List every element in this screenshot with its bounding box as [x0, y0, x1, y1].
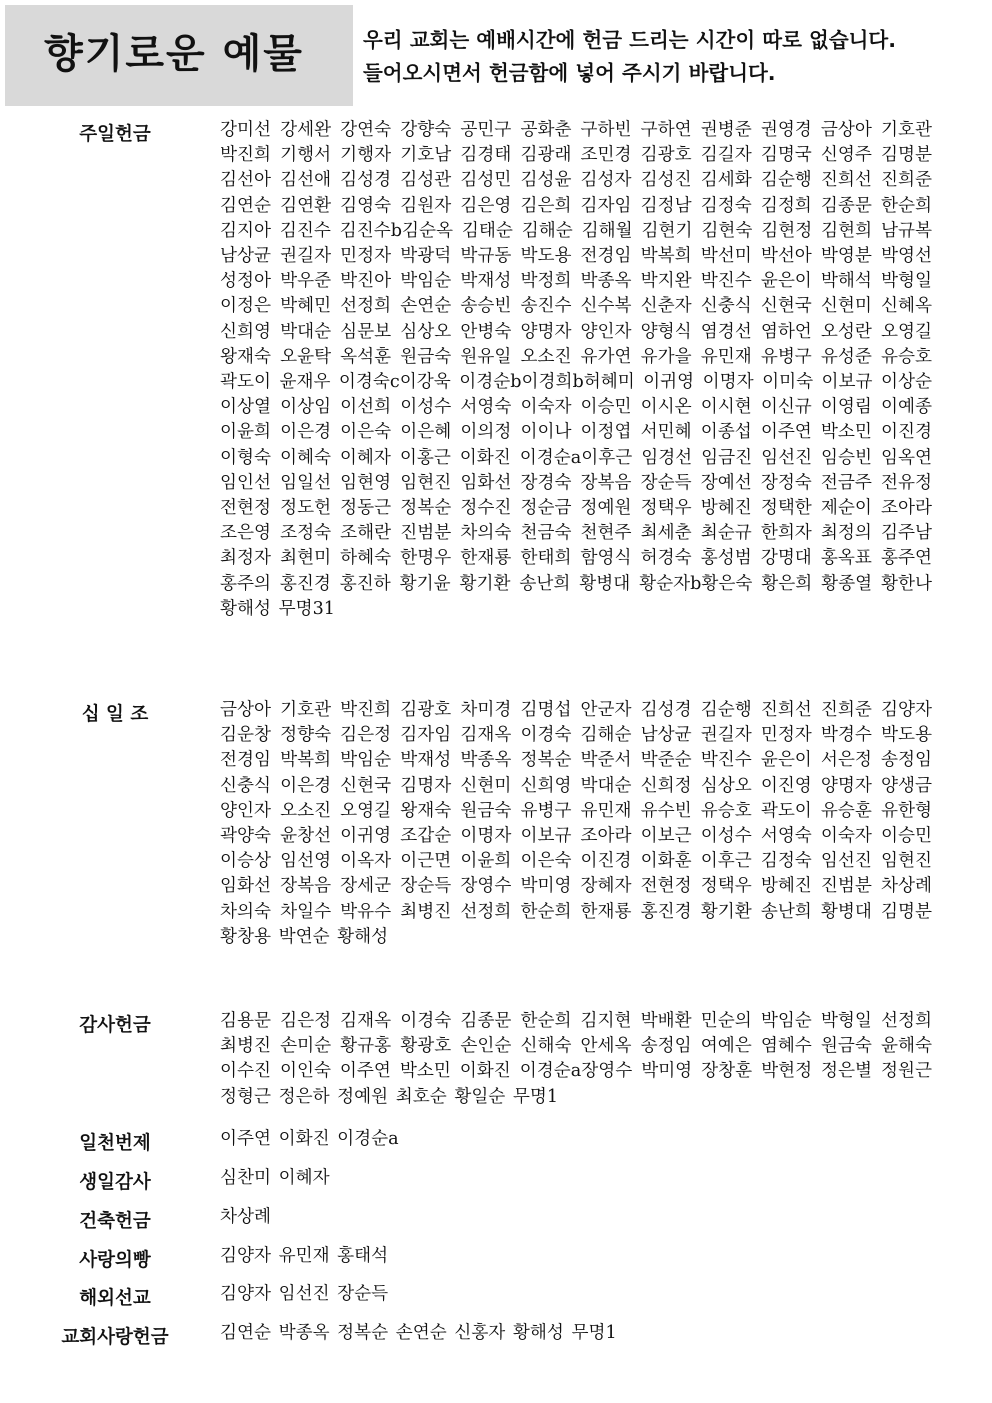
- page-title: 향기로운 예물: [44, 31, 304, 77]
- notice-line-1: 우리 교회는 예배시간에 헌금 드리는 시간이 따로 없습니다.: [363, 28, 897, 52]
- section-sunday-offering: [0, 118, 992, 698]
- section-church-love-offering: [0, 1321, 992, 1360]
- section-label: 생일감사: [79, 1172, 151, 1193]
- section-label: 해외선교: [79, 1288, 151, 1309]
- notice: [363, 24, 983, 90]
- section-label: 건축헌금: [79, 1211, 151, 1232]
- section-names: 김용문 김은정 김재옥 이경숙 김종문 한순희 김지현 박배환 민순의 박임순 박형일 선정희 최병진 손미순 황규홍 황광호 손인순 신해숙 안세옥 송정임 여예은 염혜수 원금숙 윤해숙 이수진 이인숙 이주연 박소민 이화진 이경순a장영수 박미영 장창훈 박현정 정은별 정원근 정형근 정은하 정예원 최호순 황일순 무명1: [220, 1011, 932, 1107]
- section-building-offering: [0, 1205, 992, 1244]
- notice-line-2: 들어오시면서 헌금함에 넣어 주시기 바랍니다.: [363, 61, 776, 85]
- section-label: 사랑의빵: [79, 1250, 151, 1271]
- section-overseas-mission: [0, 1282, 992, 1321]
- section-label: 감사헌금: [79, 1015, 151, 1036]
- section-bread-of-love: [0, 1244, 992, 1282]
- section-names: 김양자 임선진 장순득: [220, 1284, 389, 1304]
- section-label: 주일헌금: [79, 124, 151, 145]
- section-names: 심찬미 이혜자: [220, 1168, 330, 1188]
- section-label: 교회사랑헌금: [61, 1327, 169, 1348]
- section-thanks-offering: [0, 1009, 992, 1127]
- section-birthday-thanks: [0, 1166, 992, 1205]
- section-names: 금상아 기호관 박진희 김광호 차미경 김명섭 안군자 김성경 김순행 진희선 진희준 김양자 김운창 정향숙 김은정 김자임 김재옥 이경숙 김해순 남상균 권길자 민정자 박경수 박도용 전경임 박복희 박임순 박재성 박종옥 정복순 박준서 박준순 박진수 윤은이 서은정 송정임 신충식 이은경 신현국 김명자 신현미 신희영 박대순 신희정 심상오 이진영 양명자 양생금 양인자 오소진 오영길 왕재숙 원금숙 유병구 유민재 유수빈 유승호 곽도이 유승훈 유한형 곽양숙 윤창선 이귀영 조갑순 이명자 이보규 조아라 이보근 이성수 서영숙 이숙자 이승민 이승상 임선영 이옥자 이근면 이윤희 이은숙 이진경 이화훈 이후근 김정숙 임선진 임현진 임화선 장복음 장세군 장순득 장영수 박미영 장혜자 전현정 정택우 방혜진 진범분 차상례 차의숙 차일수 박유수 최병진 선정희 한순희 한재룡 홍진경 황기환 송난희 황병대 김명분 황창용 박연순 황해성: [220, 700, 932, 947]
- section-names: 강미선 강세완 강연숙 강향숙 공민구 공화춘 구하빈 구하연 권병준 권영경 금상아 기호관 박진희 기행서 기행자 기호남 김경태 김광래 조민경 김광호 김길자 김명국 신영주 김명분 김선아 김선애 김성경 김성관 김성민 김성윤 김성자 김성진 김세화 김순행 진희선 진희준 김연순 김연환 김영숙 김원자 김은영 김은희 김자임 김정남 김정숙 김정희 김종문 한순희 김지아 김진수 김진수b김순옥 김태순 김해순 김해월 김현기 김현숙 김현정 김현희 남규복 남상균 권길자 민정자 박광덕 박규동 박도용 전경임 박복희 박선미 박선아 박영분 박영선 성정아 박우준 박진아 박임순 박재성 박정희 박종옥 박지완 박진수 윤은이 박해석 박형일 이정은 박혜민 선정희 손연순 송승빈 송진수 신수복 신춘자 신충식 신현국 신현미 신혜옥 신희영 박대순 심문보 심상오 안병숙 양명자 양인자 양형식 염경선 염하언 오성란 오영길 왕재숙 오윤탁 옥석훈 원금숙 원유일 오소진 유가연 유가을 유민재 유병구 유성준 유승호 곽도이 윤재우 이경숙c이강욱 이경순b이경희b허혜미 이귀영 이명자 이미숙 이보규 이상순 이상열 이상임 이선희 이성수 서영숙 이숙자 이승민 이시온 이시현 이신규 이영림 이예종 이윤희 이은경 이은숙 이은혜 이의정 이이나 이정엽 서민혜 이종섭 이주연 박소민 이진경 이형숙 이혜숙 이혜자 이홍근 이화진 이경순a이후근 임경선 임금진 임선진 임승빈 임옥연 임인선 임일선 임현영 임현진 임화선 장경숙 장복음 장순득 장예선 장정숙 전금주 전유정 전현정 정도헌 정동근 정복순 정수진 정순금 정예원 정택우 방혜진 정택한 제순이 조아라 조은영 조정숙 조해란 진범분 차의숙 천금숙 천현주 최세춘 최순규 한희자 최정의 김주남 최정자 최현미 하혜숙 한명우 한재룡 한태희 함영식 허경숙 홍성범 강명대 홍옥표 홍주연 홍주의 홍진경 홍진하 황기윤 황기환 송난희 황병대 황순자b황은숙 황은희 황종열 황한나 황해성 무명31: [220, 120, 932, 619]
- section-names: 차상례: [220, 1207, 271, 1227]
- offering-sections: [0, 118, 992, 1360]
- section-label: 일천번제: [79, 1133, 151, 1154]
- section-names: 김양자 유민재 홍태석: [220, 1246, 389, 1266]
- section-names: 이주연 이화진 이경순a: [220, 1129, 399, 1149]
- section-label: 십 일 조: [81, 704, 149, 725]
- section-names: 김연순 박종옥 정복순 손연순 신홍자 황해성 무명1: [220, 1323, 617, 1343]
- section-thousand-offering: [0, 1127, 992, 1166]
- section-tithe: [0, 698, 992, 1009]
